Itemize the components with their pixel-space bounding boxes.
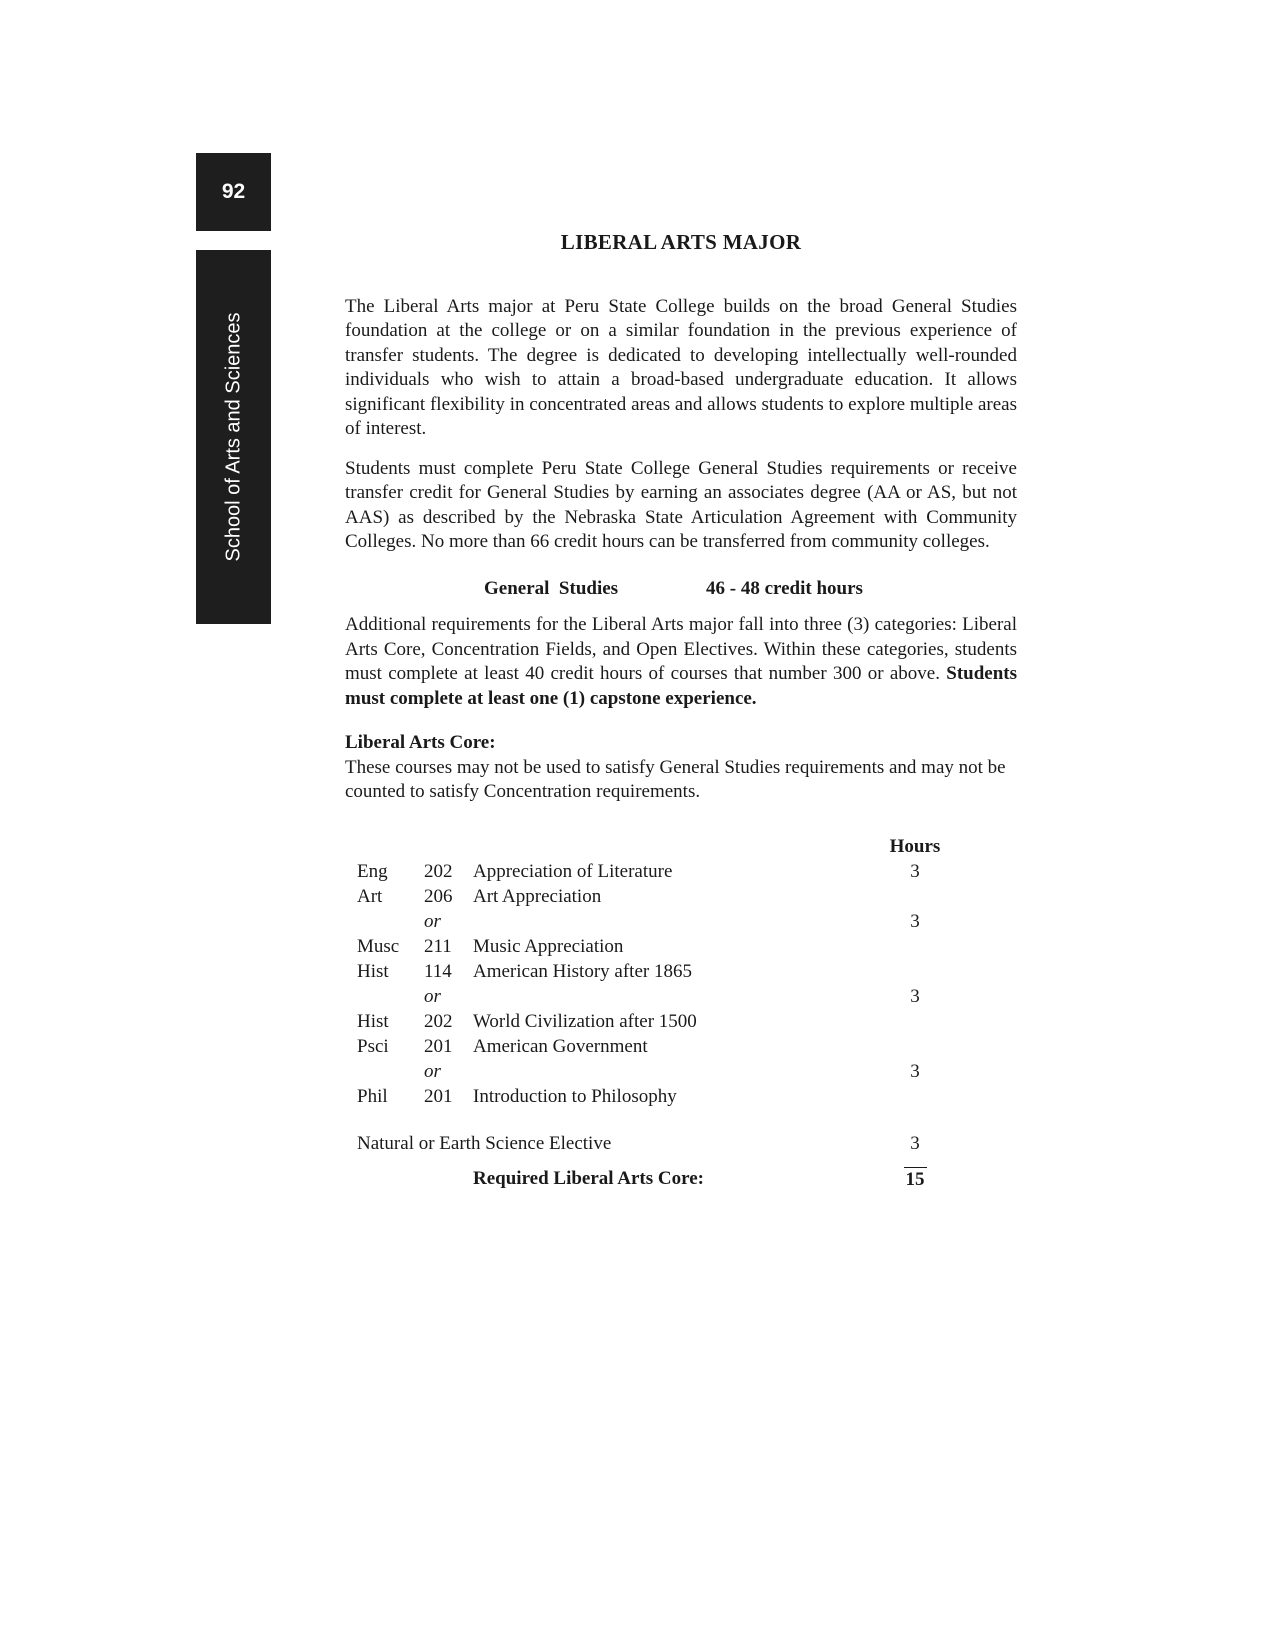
course-title: Music Appreciation [473,935,624,957]
course-dept: Hist [357,1010,389,1032]
additional-requirements-paragraph [345,613,1017,711]
table-row [357,885,957,910]
course-title [473,1060,873,1085]
capstone-requirement: Students must complete at least one (1) capstone experience. [345,663,1018,709]
section-tab [196,250,271,624]
or-separator: or [424,910,441,932]
table-row [357,1085,957,1110]
course-title: American History after 1865 [473,960,692,982]
course-dept: Hist [357,960,389,982]
general-studies-label: General Studies [484,577,619,599]
course-dept [357,1060,424,1085]
total-row [357,1157,957,1193]
course-number: 201 [424,1035,453,1057]
hours-header: Hours [889,835,941,857]
page-number-tab [196,153,271,231]
total-label: Required Liberal Arts Core: [473,1167,704,1189]
table-row [357,860,957,885]
or-separator: or [424,1060,441,1082]
page-content [345,230,1017,1192]
general-studies-row [345,577,1017,602]
course-hours: 3 [910,910,920,932]
general-studies-hours: 46 - 48 credit hours [706,577,863,599]
course-hours [873,1010,957,1035]
page-title: LIBERAL ARTS MAJOR [560,230,802,254]
table-row [357,935,957,960]
course-title: Art Appreciation [473,885,602,907]
elective-label: Natural or Earth Science Elective [357,1132,612,1154]
table-row [357,1060,957,1085]
course-dept: Phil [357,1085,388,1107]
or-separator: or [424,985,441,1007]
requirements-paragraph: Students must complete Peru State College General Studies requirements or receive transfer credit for General Studies by earning an associates degree (AA or AS, but not AAS) as described by the Nebraska State Articulation Agreement with Community Colleges. No more than 66 credit hours can be transferred from community colleges. [345,457,1017,552]
course-hours [873,1035,957,1060]
course-title: World Civilization after 1500 [473,1010,697,1032]
section-tab-label: School of Arts and Sciences [222,312,244,562]
course-title [473,910,873,935]
course-number: 114 [424,960,452,982]
course-dept: Psci [357,1035,389,1057]
course-title: Appreciation of Literature [473,860,673,882]
table-row [357,910,957,935]
course-number: 202 [424,860,453,882]
table-row [357,960,957,985]
course-number: 206 [424,885,453,907]
table-header-row [357,835,957,860]
course-dept: Art [357,885,383,907]
course-hours: 3 [910,1060,920,1082]
course-hours [873,960,957,985]
intro-paragraph: The Liberal Arts major at Peru State College builds on the broad General Studies foundation at the college or on a similar foundation in the previous experience of transfer students. The degree is dedicated to developing intellectually well-rounded individuals who wish to attain a broad-based undergraduate education. It allows significant flexibility in concentrated areas and allows students to explore multiple areas of interest. [345,295,1017,439]
elective-row [357,1132,957,1157]
total-hours: 15 [904,1167,927,1193]
course-hours: 3 [910,860,920,882]
course-dept [357,985,424,1010]
course-title: Introduction to Philosophy [473,1085,677,1107]
table-row [357,1010,957,1035]
course-title [473,985,873,1010]
course-hours [873,1085,957,1110]
table-row [357,985,957,1010]
course-number: 201 [424,1085,453,1107]
course-dept: Eng [357,860,388,882]
table-row [357,1035,957,1060]
course-hours: 3 [910,985,920,1007]
course-dept: Musc [357,935,400,957]
course-dept [357,910,424,935]
core-heading: Liberal Arts Core: [345,732,496,753]
course-hours [873,935,957,960]
elective-hours: 3 [910,1132,920,1154]
course-title: American Government [473,1035,648,1057]
core-courses-table [357,835,957,1193]
course-hours [873,885,957,910]
additional-requirements-text: Additional requirements for the Liberal Arts major fall into three (3) categories: Liberal Arts Core, Concentration Fields, and Open Electives. Within these categories, students must complete at least 40 credit hours of courses that number 300 or above. [345,614,1017,684]
course-number: 211 [424,935,452,957]
page-number: 92 [221,180,246,203]
course-number: 202 [424,1010,453,1032]
core-description: These courses may not be used to satisfy General Studies requirements and may not be counted to satisfy Concentration requirements. [345,756,1006,802]
